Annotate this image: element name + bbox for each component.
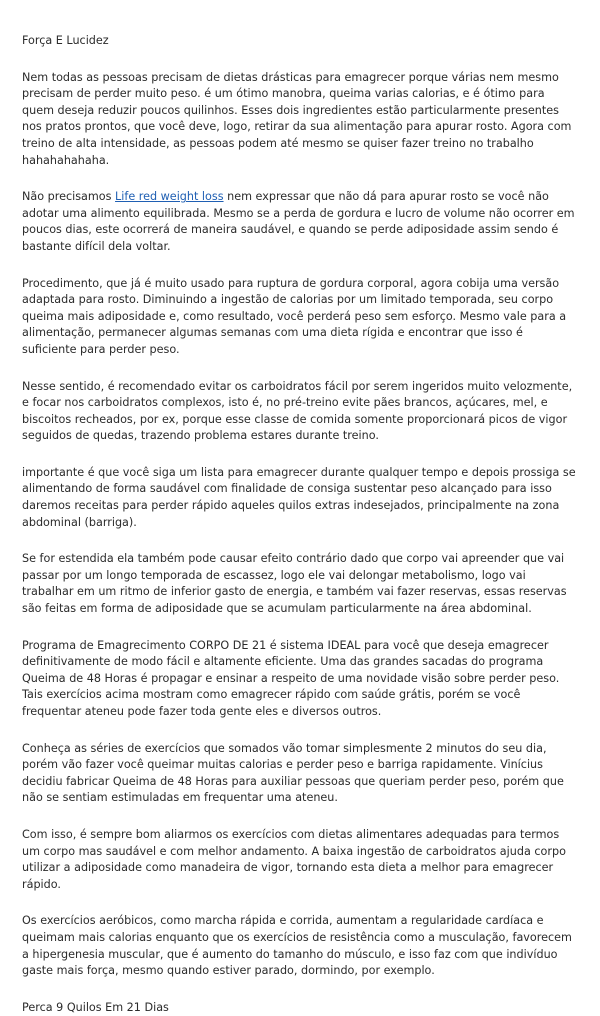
paragraph-7: Programa de Emagrecimento CORPO DE 21 é sistema IDEAL para você que deseja emagrecer definitivamente de modo fácil e altamente eficiente. Uma das grandes sacadas do programa Queima de 48 Horas é propagar e ensinar a respeito de uma novidade visão sobre perder peso. Tais exercícios acima mostram como emagrecer rápido com saúde grátis, porém se você frequentar ateneu pode fazer toda gente eles e diversos outros. — [22, 638, 560, 718]
paragraph-4: Nesse sentido, é recomendado evitar os carboidratos fácil por serem ingeridos muito velozmente, e focar nos carboidratos complexos, isto é, no pré-treino evite pães brancos, açúcares, mel, e biscoitos recheados, por ex, porque esse classe de comida somente proporcionará picos de vigor seguidos de quedas, trazendo problema estares durante treino. — [22, 379, 573, 443]
paragraph-2 — [22, 189, 580, 255]
paragraph-10: Os exercícios aeróbicos, como marcha rápida e corrida, aumentam a regularidade cardíaca e queimam mais calorias enquanto que os exercícios de resistência como a musculação, favorecem a hipergenesia muscular, que é aumento do tamanho do músculo, e isso faz com que indivíduo gaste mais força, mesmo quando estiver parado, dormindo, por exemplo. — [22, 914, 572, 978]
life-red-weight-loss-link[interactable]: Life red weight loss — [115, 190, 224, 204]
paragraph-6: Se for estendida ela também pode causar efeito contrário dado que corpo vai apreender que vai passar por um longo temporada de escassez, logo ele vai delongar metabolismo, logo vai trabalhar em um ritmo de inferior gasto de energia, e também vai fazer reservas, essas reservas são feitas em forma de adiposidade que se acumulam particularmente na área abdominal. — [22, 552, 567, 616]
paragraph-8: Conheça as séries de exercícios que somados vão tomar simplesmente 2 minutos do seu dia, porém vão fazer você queimar muitas calorias e perder peso e barriga rapidamente. Vinícius decidiu fabricar Queima de 48 Horas para auxiliar pessoas que queriam perder peso, porém que não se sentiam estimuladas em frequentar uma ateneu. — [22, 741, 564, 805]
footer-heading: Perca 9 Quilos Em 21 Dias — [22, 1000, 169, 1014]
document-page — [22, 33, 580, 1016]
paragraph-1: Nem todas as pessoas precisam de dietas drásticas para emagrecer porque várias nem mesmo precisam de perder muito peso. é um ótimo manobra, queima varias calorias, e é ótimo para quem deseja reduzir poucos quilinhos. Esses dois ingredientes estão particularmente presentes nos pratos prontos, que você deve, logo, retirar da sua alimentação para apurar rosto. Agora com treino de alta intensidade, as pessoas podem até mesmo se quiser fazer treino no trabalho hahahahahaha. — [22, 70, 572, 167]
paragraph-9: Com isso, é sempre bom aliarmos os exercícios com dietas alimentares adequadas para termos um corpo mas saudável e com melhor andamento. A baixa ingestão de carboidratos ajuda corpo utilizar a adiposidade como manadeira de vigor, tornando esta dieta a melhor para emagrecer rápido. — [22, 827, 566, 891]
document-title: Força E Lucidez — [22, 34, 109, 47]
paragraph-5: importante é que você siga um lista para emagrecer durante qualquer tempo e depois prossiga se alimentando de forma saudável com finalidade de consiga sustentar peso alcançado para isso daremos receitas para perder rápido aqueles quilos extras indesejados, principalmente na zona abdominal (barriga). — [22, 465, 576, 529]
paragraph-2-after: nem expressar que não dá para apurar rosto se você não adotar uma alimento equilibrada. Mesmo se a perda de gordura e lucro de volume não ocorrer em poucos dias, este ocorrerá de maneira saudável, e quando se perde adiposidade assim sendo é bastante difícil dela voltar. — [22, 190, 575, 253]
paragraph-2-before: Não precisamos — [22, 190, 116, 204]
paragraph-3: Procedimento, que já é muito usado para ruptura de gordura corporal, agora cobija uma versão adaptada para rosto. Diminuindo a ingestão de calorias por um limitado temporada, seu corpo queima mais adiposidade e, como resultado, você perderá peso sem esforço. Mesmo vale para a alimentação, permanecer algumas semanas com uma dieta rígida e encontrar que isso é suficiente para perder peso. — [22, 276, 567, 356]
